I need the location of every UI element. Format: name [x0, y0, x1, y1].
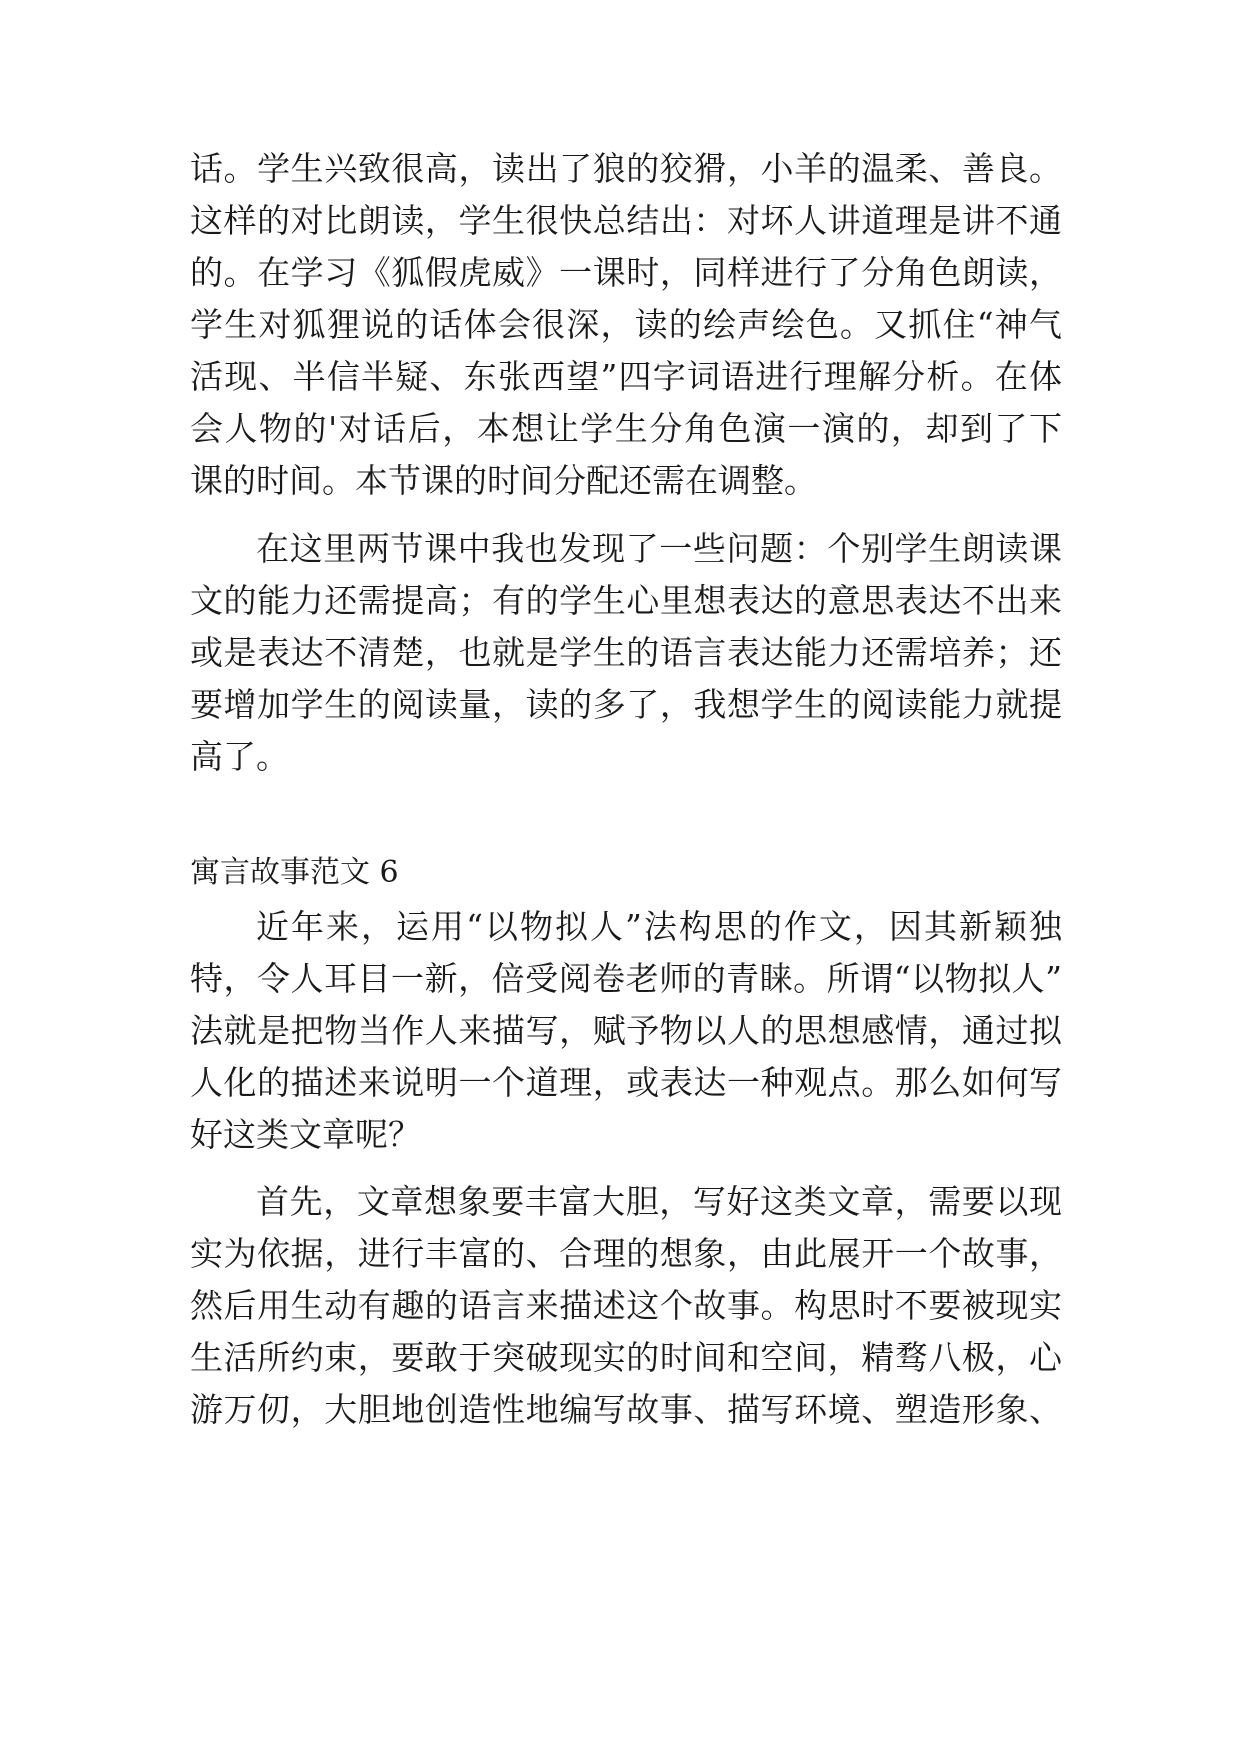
- text-line: 的。在学习《狐假虎威》一课时，同样进行了分角色朗读，: [190, 253, 1062, 292]
- text-line: 课的时间。本节课的时间分配还需在调整。: [190, 461, 817, 500]
- text-line: 近年来，运用“以物拟人”法构思的作文，因其新颖独: [256, 907, 1062, 946]
- text-line: 要增加学生的阅读量，读的多了，我想学生的阅读能力就提: [190, 685, 1062, 724]
- text-line: 活现、半信半疑、东张西望”四字词语进行理解分析。在体: [190, 357, 1062, 396]
- text-line: 生活所约束，要敢于突破现实的时间和空间，精骛八极，心: [190, 1338, 1062, 1377]
- text-line: 实为依据，进行丰富的、合理的想象，由此展开一个故事，: [190, 1234, 1062, 1273]
- text-line: 然后用生动有趣的语言来描述这个故事。构思时不要被现实: [190, 1286, 1062, 1325]
- text-line: 游万仞，大胆地创造性地编写故事、描写环境、塑造形象、: [190, 1390, 1062, 1429]
- text-line: 话。学生兴致很高，读出了狼的狡猾，小羊的温柔、善良。: [190, 149, 1062, 188]
- text-line: 学生对狐狸说的话体会很深，读的绘声绘色。又抓住“神气: [190, 305, 1062, 344]
- text-line: 高了。: [190, 737, 289, 776]
- text-line: 首先，文章想象要丰富大胆，写好这类文章，需要以现: [256, 1182, 1062, 1221]
- text-line: 这样的对比朗读，学生很快总结出：对坏人讲道理是讲不通: [190, 201, 1062, 240]
- text-line: 会人物的'对话后，本想让学生分角色演一演的，却到了下: [190, 409, 1062, 448]
- text-line: 人化的描述来说明一个道理，或表达一种观点。那么如何写: [190, 1063, 1062, 1102]
- text-line: 文的能力还需提高；有的学生心里想表达的意思表达不出来: [190, 581, 1062, 620]
- text-line: 在这里两节课中我也发现了一些问题：个别学生朗读课: [256, 529, 1062, 568]
- text-line: 或是表达不清楚，也就是学生的语言表达能力还需培养；还: [190, 633, 1062, 672]
- text-line: 特，令人耳目一新，倍受阅卷老师的青睐。所谓“以物拟人”: [190, 959, 1062, 998]
- text-line: 好这类文章呢？: [190, 1115, 421, 1154]
- section-heading: 寓言故事范文 6: [190, 855, 399, 890]
- text-line: 法就是把物当作人来描写，赋予物以人的思想感情，通过拟: [190, 1011, 1062, 1050]
